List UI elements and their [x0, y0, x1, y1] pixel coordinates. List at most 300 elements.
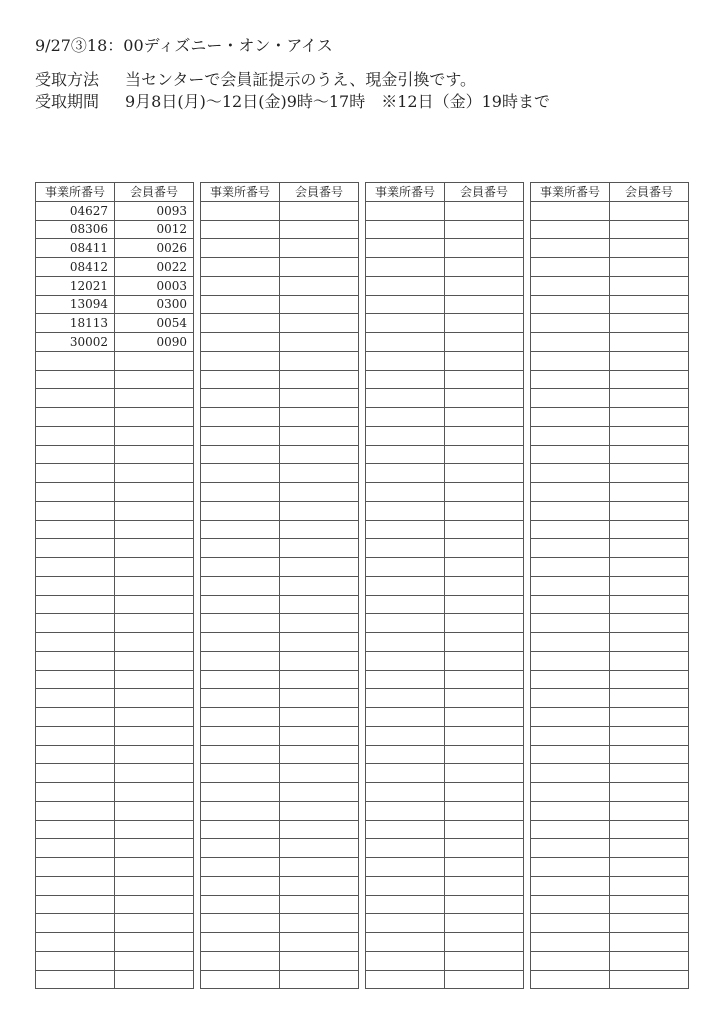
table-row [36, 820, 194, 839]
table-row [531, 370, 689, 389]
office-number-cell [531, 876, 610, 895]
office-number-cell [366, 670, 445, 689]
table-row [201, 876, 359, 895]
office-number-cell [531, 726, 610, 745]
office-number-cell [201, 370, 280, 389]
member-number-cell [445, 970, 524, 989]
table-row [366, 745, 524, 764]
table-row [366, 258, 524, 277]
table-row [366, 483, 524, 502]
table-row [36, 445, 194, 464]
office-number-cell [36, 483, 115, 502]
table-row [201, 651, 359, 670]
table-row [531, 426, 689, 445]
table-row [36, 539, 194, 558]
table-row [201, 801, 359, 820]
table-row [531, 951, 689, 970]
office-number-cell [201, 239, 280, 258]
member-number-cell [610, 408, 689, 427]
member-number-cell [115, 483, 194, 502]
member-number-cell [610, 689, 689, 708]
member-number-cell [610, 220, 689, 239]
table-row [531, 295, 689, 314]
office-number-cell [531, 201, 610, 220]
table-row [36, 314, 194, 333]
table-row [36, 670, 194, 689]
table-row [531, 783, 689, 802]
table-row [36, 951, 194, 970]
member-number-cell [445, 576, 524, 595]
member-number-cell [610, 708, 689, 727]
member-number-cell [610, 764, 689, 783]
table-row [36, 501, 194, 520]
table-row [366, 801, 524, 820]
member-number-cell [445, 333, 524, 352]
member-number-cell [115, 614, 194, 633]
member-number-cell [115, 539, 194, 558]
office-number-cell [201, 839, 280, 858]
office-number-cell [201, 258, 280, 277]
member-number-cell [610, 614, 689, 633]
office-number-cell [201, 595, 280, 614]
member-number-cell [115, 370, 194, 389]
member-number-cell: 0022 [115, 258, 194, 277]
table-row [366, 595, 524, 614]
pickup-method-line [35, 70, 476, 90]
member-number-cell [610, 295, 689, 314]
member-number-cell [445, 370, 524, 389]
member-number-cell [115, 801, 194, 820]
office-number-cell [531, 745, 610, 764]
table-row [36, 258, 194, 277]
member-number-cell [280, 276, 359, 295]
member-number-cell [280, 914, 359, 933]
member-number-header: 会員番号 [280, 183, 359, 202]
office-number-cell [531, 895, 610, 914]
table-row [36, 239, 194, 258]
table-row [201, 201, 359, 220]
table-row [201, 539, 359, 558]
office-number-cell [36, 970, 115, 989]
office-number-cell [36, 801, 115, 820]
member-number-cell [445, 389, 524, 408]
table-row [531, 933, 689, 952]
office-number-cell [366, 633, 445, 652]
office-number-cell [366, 576, 445, 595]
member-number-cell [445, 745, 524, 764]
office-number-cell [36, 745, 115, 764]
table-row [36, 464, 194, 483]
office-number-cell [201, 558, 280, 577]
office-number-cell [366, 558, 445, 577]
office-number-cell [531, 483, 610, 502]
table-row [531, 314, 689, 333]
member-number-cell [115, 689, 194, 708]
office-number-cell [366, 745, 445, 764]
member-number-cell [610, 876, 689, 895]
office-number-cell [366, 708, 445, 727]
office-number-cell [36, 408, 115, 427]
table-row [201, 858, 359, 877]
table-row [531, 558, 689, 577]
member-number-cell [280, 408, 359, 427]
office-number-cell [201, 858, 280, 877]
member-number-cell [445, 220, 524, 239]
office-number-cell [36, 670, 115, 689]
member-number-cell [610, 314, 689, 333]
office-number-cell [201, 764, 280, 783]
table-row [201, 951, 359, 970]
office-number-cell [366, 501, 445, 520]
table-row [531, 389, 689, 408]
office-number-header: 事業所番号 [201, 183, 280, 202]
office-number-cell: 18113 [36, 314, 115, 333]
table-row [36, 651, 194, 670]
office-number-cell [201, 389, 280, 408]
office-number-cell [201, 614, 280, 633]
member-number-cell [280, 445, 359, 464]
office-number-header: 事業所番号 [531, 183, 610, 202]
table-row [366, 726, 524, 745]
pickup-method-label: 受取方法 [35, 70, 100, 89]
table-row [366, 295, 524, 314]
office-number-cell [366, 408, 445, 427]
member-number-cell [280, 370, 359, 389]
member-number-cell [280, 970, 359, 989]
office-number-cell [201, 408, 280, 427]
member-number-cell [445, 764, 524, 783]
office-number-cell [201, 914, 280, 933]
pickup-period-text: 9月8日(月)～12日(金)9時～17時 ※12日（金）19時まで [125, 92, 550, 111]
office-number-cell [366, 651, 445, 670]
member-number-cell [610, 839, 689, 858]
member-table-4 [530, 182, 689, 989]
table-row [531, 745, 689, 764]
table-row [201, 520, 359, 539]
member-number-cell [610, 445, 689, 464]
office-number-cell [531, 408, 610, 427]
table-row [36, 970, 194, 989]
member-table-1 [35, 182, 194, 989]
office-number-cell [531, 370, 610, 389]
table-row [531, 726, 689, 745]
office-number-cell [201, 501, 280, 520]
table-row [201, 633, 359, 652]
office-number-cell [201, 726, 280, 745]
member-number-cell [280, 933, 359, 952]
office-number-cell [366, 914, 445, 933]
table-row [366, 876, 524, 895]
member-number-cell [445, 464, 524, 483]
office-number-cell [366, 201, 445, 220]
member-number-cell [445, 201, 524, 220]
member-number-cell [610, 633, 689, 652]
table-row [531, 651, 689, 670]
member-number-cell: 0093 [115, 201, 194, 220]
member-number-cell [610, 670, 689, 689]
office-number-cell [531, 539, 610, 558]
office-number-cell [201, 276, 280, 295]
office-number-cell [531, 783, 610, 802]
office-number-cell [531, 501, 610, 520]
member-number-cell [445, 951, 524, 970]
table-row [36, 276, 194, 295]
office-number-cell [201, 576, 280, 595]
office-number-cell [201, 445, 280, 464]
table-row [36, 633, 194, 652]
office-number-cell [531, 689, 610, 708]
member-number-cell [610, 820, 689, 839]
office-number-cell [366, 895, 445, 914]
member-number-cell [445, 633, 524, 652]
office-number-cell [36, 858, 115, 877]
table-row [531, 801, 689, 820]
table-row [201, 576, 359, 595]
table-row [201, 295, 359, 314]
table-row [366, 783, 524, 802]
office-number-cell [201, 520, 280, 539]
office-number-cell [366, 726, 445, 745]
office-number-cell [36, 520, 115, 539]
office-number-cell [366, 858, 445, 877]
office-number-cell [366, 351, 445, 370]
office-number-cell [366, 689, 445, 708]
table-row [201, 839, 359, 858]
member-number-cell [610, 858, 689, 877]
member-number-header: 会員番号 [115, 183, 194, 202]
table-row [366, 520, 524, 539]
office-number-cell [531, 670, 610, 689]
table-row [366, 370, 524, 389]
member-number-cell [280, 745, 359, 764]
office-number-cell: 08411 [36, 239, 115, 258]
member-number-cell [115, 576, 194, 595]
table-row [366, 314, 524, 333]
table-header-row [36, 183, 194, 202]
member-number-cell [280, 351, 359, 370]
office-number-cell [531, 933, 610, 952]
table-row [201, 220, 359, 239]
office-number-cell [366, 839, 445, 858]
member-number-cell [610, 520, 689, 539]
office-number-cell [366, 970, 445, 989]
member-number-cell [445, 558, 524, 577]
table-row [201, 258, 359, 277]
office-number-cell [531, 970, 610, 989]
office-number-cell [366, 333, 445, 352]
office-number-cell [36, 633, 115, 652]
table-row [36, 801, 194, 820]
office-number-cell [36, 370, 115, 389]
office-number-cell [36, 614, 115, 633]
member-number-cell [445, 801, 524, 820]
table-row [531, 876, 689, 895]
member-number-cell [610, 745, 689, 764]
member-number-cell [445, 876, 524, 895]
member-number-cell [280, 708, 359, 727]
member-number-cell [280, 764, 359, 783]
table-row [366, 539, 524, 558]
office-number-cell [36, 951, 115, 970]
table-row [201, 483, 359, 502]
office-number-cell [201, 820, 280, 839]
table-row [201, 501, 359, 520]
table-row [366, 914, 524, 933]
office-number-cell [531, 764, 610, 783]
table-row [201, 314, 359, 333]
table-row [531, 464, 689, 483]
table-row [366, 764, 524, 783]
member-number-cell [115, 858, 194, 877]
table-row [201, 426, 359, 445]
table-row [366, 633, 524, 652]
table-row [366, 201, 524, 220]
table-row [531, 689, 689, 708]
member-number-cell [280, 633, 359, 652]
office-number-cell [366, 464, 445, 483]
member-number-cell [280, 895, 359, 914]
member-number-cell [115, 708, 194, 727]
table-row [36, 295, 194, 314]
table-row [201, 764, 359, 783]
table-row [201, 614, 359, 633]
table-row [201, 895, 359, 914]
table-row [366, 389, 524, 408]
table-row [36, 201, 194, 220]
member-number-cell [280, 389, 359, 408]
table-row [531, 201, 689, 220]
table-row [201, 708, 359, 727]
office-number-cell [36, 820, 115, 839]
member-number-cell [115, 389, 194, 408]
table-row [201, 558, 359, 577]
table-row [201, 464, 359, 483]
office-number-cell [366, 445, 445, 464]
table-row [36, 764, 194, 783]
office-number-cell [531, 614, 610, 633]
table-row [36, 708, 194, 727]
office-number-cell [531, 651, 610, 670]
office-number-cell [201, 933, 280, 952]
table-row [366, 708, 524, 727]
table-row [531, 970, 689, 989]
table-row [36, 895, 194, 914]
table-row [366, 970, 524, 989]
office-number-cell [366, 239, 445, 258]
office-number-cell [366, 520, 445, 539]
office-number-cell [366, 614, 445, 633]
table-row [531, 539, 689, 558]
member-number-cell: 0012 [115, 220, 194, 239]
table-row [36, 933, 194, 952]
office-number-cell [531, 258, 610, 277]
office-number-cell [36, 558, 115, 577]
member-number-cell [610, 276, 689, 295]
member-number-cell [280, 783, 359, 802]
member-number-cell [280, 651, 359, 670]
member-number-cell [610, 951, 689, 970]
office-number-header: 事業所番号 [366, 183, 445, 202]
member-number-cell [445, 651, 524, 670]
member-number-cell [445, 314, 524, 333]
office-number-cell [201, 783, 280, 802]
table-row [366, 426, 524, 445]
table-row [531, 820, 689, 839]
table-row [531, 839, 689, 858]
table-row [36, 333, 194, 352]
office-number-cell [531, 633, 610, 652]
member-number-cell [280, 558, 359, 577]
office-number-cell [36, 914, 115, 933]
table-row [201, 351, 359, 370]
table-row [366, 445, 524, 464]
member-number-cell: 0003 [115, 276, 194, 295]
office-number-cell [531, 820, 610, 839]
member-number-cell [115, 651, 194, 670]
table-row [36, 558, 194, 577]
office-number-cell [201, 745, 280, 764]
office-number-cell [366, 483, 445, 502]
table-row [531, 258, 689, 277]
member-number-cell [115, 670, 194, 689]
office-number-cell [366, 426, 445, 445]
member-number-cell [280, 201, 359, 220]
office-number-cell [201, 333, 280, 352]
office-number-cell [201, 483, 280, 502]
office-number-cell: 08306 [36, 220, 115, 239]
member-number-cell [280, 483, 359, 502]
table-row [366, 933, 524, 952]
office-number-cell [531, 239, 610, 258]
member-number-cell [115, 745, 194, 764]
member-number-cell [280, 726, 359, 745]
member-number-cell [610, 464, 689, 483]
office-number-cell [531, 801, 610, 820]
table-row [531, 858, 689, 877]
office-number-cell [531, 576, 610, 595]
table-header-row [531, 183, 689, 202]
member-number-cell [445, 276, 524, 295]
table-row [531, 895, 689, 914]
table-row [366, 576, 524, 595]
member-number-cell [610, 539, 689, 558]
member-number-cell [280, 333, 359, 352]
member-number-cell: 0090 [115, 333, 194, 352]
table-row [36, 839, 194, 858]
office-number-cell [36, 764, 115, 783]
member-number-cell [280, 501, 359, 520]
table-row [36, 689, 194, 708]
office-number-cell [201, 876, 280, 895]
member-number-cell [610, 558, 689, 577]
member-number-cell [280, 595, 359, 614]
table-row [36, 351, 194, 370]
table-row [531, 576, 689, 595]
member-table-3 [365, 182, 524, 989]
table-row [366, 501, 524, 520]
office-number-cell [531, 464, 610, 483]
member-number-cell [610, 914, 689, 933]
pickup-period-line [35, 92, 550, 112]
member-number-cell [115, 408, 194, 427]
office-number-cell [201, 351, 280, 370]
table-row [366, 276, 524, 295]
office-number-cell [366, 783, 445, 802]
table-header-row [366, 183, 524, 202]
member-number-cell [610, 239, 689, 258]
office-number-cell [366, 220, 445, 239]
table-row [366, 351, 524, 370]
